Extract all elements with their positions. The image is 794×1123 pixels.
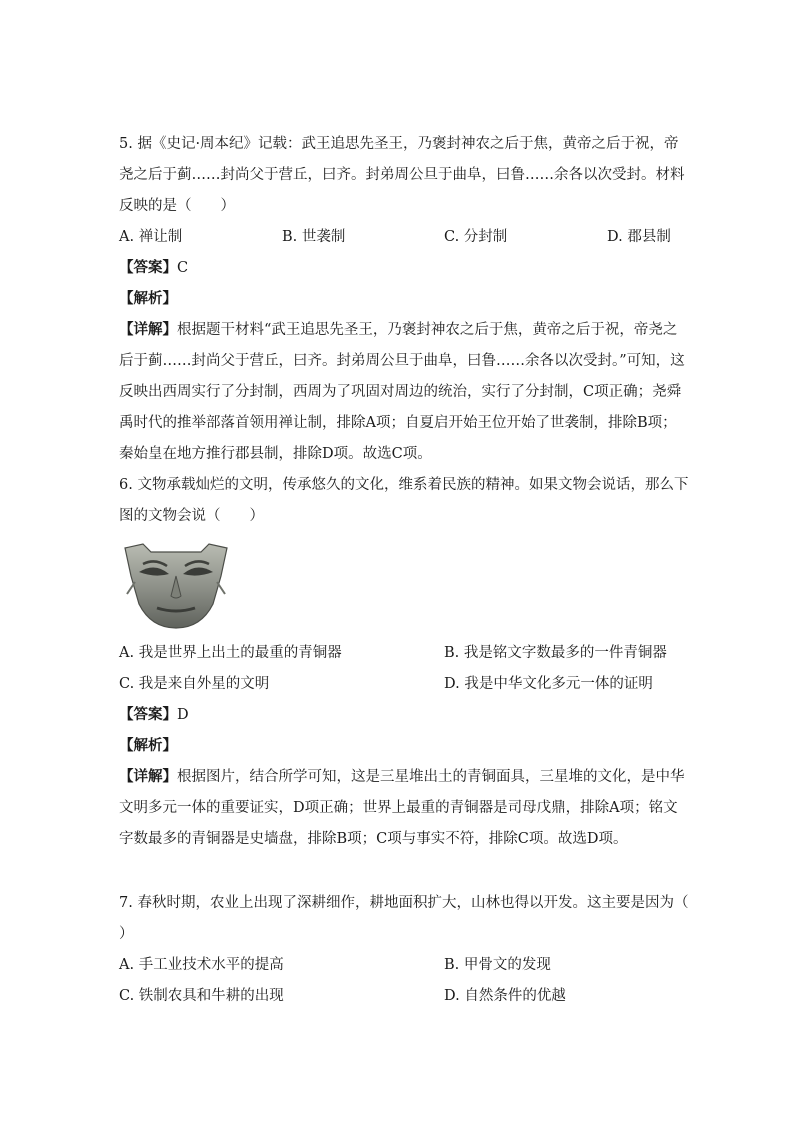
q5-answer-label: 【答案】 [119,259,177,276]
q6-option-a: A. 我是世界上出土的最重的青铜器 [119,645,342,661]
q6-detail-line-1 [119,767,685,787]
q5-options [119,227,679,247]
q7-options-row-1 [119,955,679,975]
q5-detail-line-4: 禹时代的推举部落首领用禅让制，排除A项；自夏启开始王位开始了世袭制，排除B项； [119,415,677,431]
q5-analysis-label: 【解析】 [119,290,177,307]
q6-options-row-1 [119,643,679,663]
q5-detail-text-1: 根据题干材料“武王追思先圣王，乃褒封神农之后于焦，黄帝之后于祝，帝尧之 [177,322,678,338]
q5-option-a: A. 禅让制 [119,229,183,245]
q6-option-d: D. 我是中华文化多元一体的证明 [444,676,653,692]
q7-stem-line-1: 7. 春秋时期，农业上出现了深耕细作，耕地面积扩大，山林也得以开发。这主要是因为（ [119,895,689,911]
q5-stem-line-1: 5. 据《史记·周本纪》记载：武王追思先圣王，乃褒封神农之后于焦，黄帝之后于祝，帝 [119,136,679,152]
q5-detail-line-2: 后于蓟……封尚父于营丘，曰齐。封弟周公旦于曲阜，曰鲁……余各以次受封。”可知，这 [119,353,685,369]
q7-option-c: C. 铁制农具和牛耕的出现 [119,988,284,1004]
q6-stem-line-2: 图的文物会说（ ） [119,508,264,524]
q5-detail-label: 【详解】 [119,321,177,338]
q5-option-b: B. 世袭制 [282,229,346,245]
q5-stem-line-2: 尧之后于蓟……封尚父于营丘，曰齐。封弟周公旦于曲阜，曰鲁……余各以次受封。材料 [119,167,685,183]
q6-detail-line-3: 字数最多的青铜器是史墙盘，排除B项；C项与事实不符，排除C项。故选D项。 [119,831,628,847]
q5-detail-line-3: 反映出西周实行了分封制，西周为了巩固对周边的统治，实行了分封制，C项正确；尧舜 [119,384,682,400]
q6-answer-label: 【答案】 [119,706,177,723]
q7-option-a: A. 手工业技术水平的提高 [119,957,284,973]
q6-detail-label: 【详解】 [119,768,177,785]
q5-answer-value: C [177,260,189,276]
q5-detail-line-5: 秦始皇在地方推行郡县制，排除D项。故选C项。 [119,446,432,462]
q5-stem-line-3: 反映的是（ ） [119,198,235,214]
bronze-mask-image [121,542,231,630]
q6-options-row-2 [119,674,679,694]
q6-detail-text-1: 根据图片，结合所学可知，这是三星堆出土的青铜面具，三星堆的文化，是中华 [177,769,685,785]
q5-option-c: C. 分封制 [444,229,508,245]
q6-stem-line-1: 6. 文物承载灿烂的文明，传承悠久的文化，维系着民族的精神。如果文物会说话，那么下 [119,477,689,493]
q6-option-c: C. 我是来自外星的文明 [119,676,270,692]
q6-detail-line-2: 文明多元一体的重要证实，D项正确；世界上最重的青铜器是司母戊鼎，排除A项；铭文 [119,800,678,816]
q5-option-d: D. 郡县制 [607,229,671,245]
q5-detail-line-1 [119,320,677,340]
q6-answer [119,705,189,725]
q6-option-b: B. 我是铭文字数最多的一件青铜器 [444,645,667,661]
q6-answer-value: D [177,707,189,723]
q6-analysis-label: 【解析】 [119,737,177,754]
q7-option-d: D. 自然条件的优越 [444,988,566,1004]
q7-stem-line-2: ） [119,926,134,942]
q7-option-b: B. 甲骨文的发现 [444,957,551,973]
q7-options-row-2 [119,986,679,1006]
q5-answer [119,258,188,278]
